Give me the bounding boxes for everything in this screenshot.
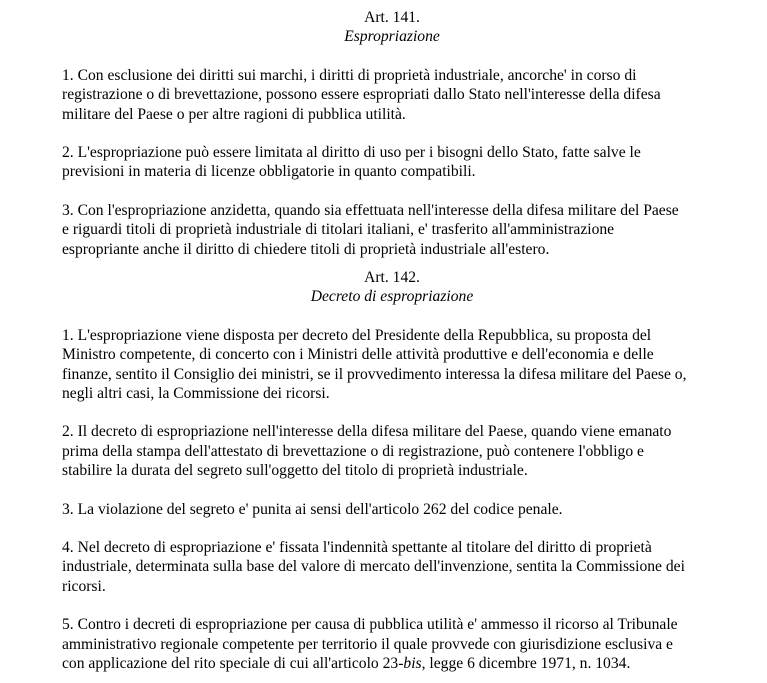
article-number: Art. 142. (364, 269, 420, 286)
text-line (62, 654, 722, 673)
text-line: industriale, determinata sulla base del valore di mercato dell'invenzione, sentita la Commissione dei (62, 558, 685, 576)
paragraph-1 (62, 66, 722, 124)
text-line: finanze, sentito il Consiglio dei ministri, se il provvedimento interessa la difesa militare del Paese o, (62, 365, 687, 383)
text-line: 2. Il decreto di espropriazione nell'interesse della difesa militare del Paese, quando viene emanato (62, 423, 672, 441)
text-line: ricorsi. (62, 577, 106, 595)
text-line: 3. Con l'espropriazione anzidetta, quando sia effettuata nell'interesse della difesa militare del Paese (62, 201, 679, 219)
text-line: 1. L'espropriazione viene disposta per decreto del Presidente della Repubblica, su proposta del (62, 326, 652, 344)
italic-segment: bis (403, 655, 422, 673)
paragraph-4 (62, 538, 722, 596)
article-title: Decreto di espropriazione (310, 288, 474, 306)
text-line: 4. Nel decreto di espropriazione e' fissata l'indennità spettante al titolare del diritto di proprietà (62, 539, 652, 557)
text-line: 3. La violazione del segreto e' punita ai sensi dell'articolo 262 del codice penale. (62, 500, 563, 518)
text-line: negli altri casi, la Commissione dei ricorsi. (62, 385, 330, 403)
paragraph-2 (62, 422, 722, 480)
text-line: e riguardi titoli di proprietà industriale di titolari italiani, e' trasferito all'amministrazione (62, 221, 615, 239)
paragraph-3 (62, 201, 722, 259)
article-141 (62, 8, 722, 259)
article-title: Espropriazione (344, 28, 440, 46)
article-heading (62, 8, 722, 47)
text-line: amministrativo regionale competente per territorio il quale provvede con giurisdizione esclusiva e (62, 635, 673, 653)
paragraph-5 (62, 615, 722, 673)
paragraph-2 (62, 143, 722, 182)
text-line: 1. Con esclusione dei diritti sui marchi, i diritti di proprietà industriale, ancorche' in corso di (62, 66, 637, 84)
text-segment: con applicazione del rito speciale di cui all'articolo 23- (62, 655, 404, 673)
article-142 (62, 268, 722, 674)
text-line: 5. Contro i decreti di espropriazione per causa di pubblica utilità e' ammesso il ricorso al Tribunale (62, 616, 678, 634)
paragraph-3 (62, 500, 722, 519)
text-line: militare del Paese o per altre ragioni di pubblica utilità. (62, 105, 406, 123)
text-line: 2. L'espropriazione può essere limitata al diritto di uso per i bisogni dello Stato, fatte salve le (62, 144, 641, 162)
text-segment: , legge 6 dicembre 1971, n. 1034. (421, 655, 631, 673)
paragraph-1 (62, 326, 722, 404)
article-number: Art. 141. (364, 9, 420, 26)
text-line: stabilire la durata del segreto sull'oggetto del titolo di proprietà industriale. (62, 462, 528, 480)
text-line: prima della stampa dell'attestato di brevettazione o di registrazione, può contenere l'obbligo e (62, 442, 644, 460)
text-line: Ministro competente, di concerto con i Ministri delle attività produttive e dell'economia e delle (62, 346, 654, 364)
text-line: previsioni in materia di licenze obbligatorie in quanto compatibili. (62, 163, 476, 181)
article-heading (62, 268, 722, 307)
text-line: registrazione o di brevettazione, possono essere espropriati dallo Stato nell'interesse della difesa (62, 86, 661, 104)
text-line: espropriante anche il diritto di chiedere titoli di proprietà industriale all'estero. (62, 240, 550, 258)
